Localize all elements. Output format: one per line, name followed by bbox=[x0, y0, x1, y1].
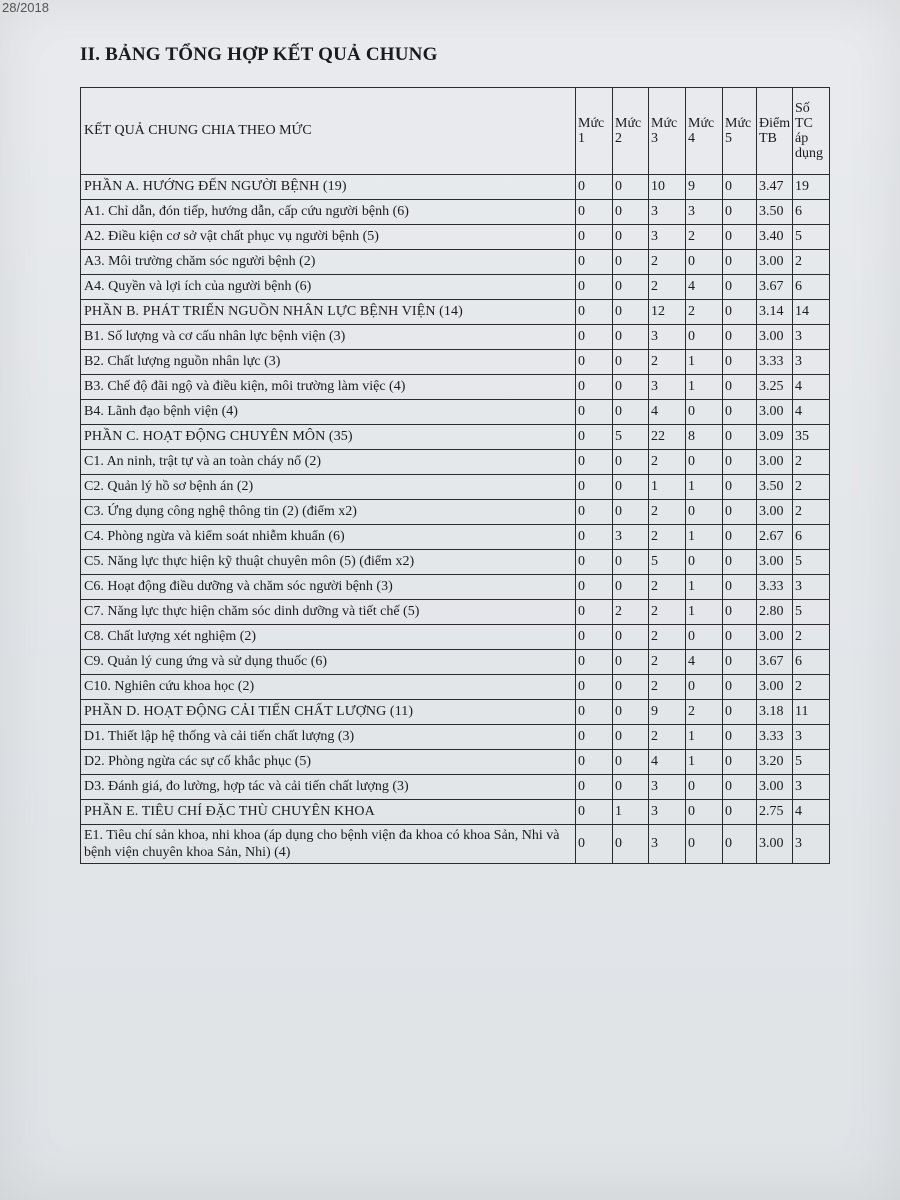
table-row bbox=[81, 525, 830, 550]
value-cell: 0 bbox=[613, 625, 649, 650]
value-cell: 3.50 bbox=[757, 200, 793, 225]
value-cell: 3.47 bbox=[757, 175, 793, 200]
value-cell: 0 bbox=[723, 325, 757, 350]
value-cell: 0 bbox=[613, 475, 649, 500]
value-cell: 0 bbox=[723, 225, 757, 250]
value-cell: 10 bbox=[649, 175, 686, 200]
value-cell: 0 bbox=[613, 700, 649, 725]
criterion-label: B2. Chất lượng nguồn nhân lực (3) bbox=[81, 350, 576, 375]
value-cell: 0 bbox=[723, 250, 757, 275]
value-cell: 0 bbox=[613, 750, 649, 775]
section-row bbox=[81, 425, 830, 450]
value-cell: 6 bbox=[793, 200, 830, 225]
criterion-label: C7. Năng lực thực hiện chăm sóc dinh dưỡng và tiết chế (5) bbox=[81, 600, 576, 625]
criterion-label: C5. Năng lực thực hiện kỹ thuật chuyên môn (5) (điểm x2) bbox=[81, 550, 576, 575]
table-row bbox=[81, 625, 830, 650]
value-cell: 3.00 bbox=[757, 400, 793, 425]
value-cell: 0 bbox=[686, 250, 723, 275]
section-label: PHẦN C. HOẠT ĐỘNG CHUYÊN MÔN (35) bbox=[81, 425, 576, 450]
value-cell: 3.18 bbox=[757, 700, 793, 725]
value-cell: 0 bbox=[576, 250, 613, 275]
value-cell: 0 bbox=[613, 325, 649, 350]
value-cell: 0 bbox=[613, 350, 649, 375]
value-cell: 3 bbox=[793, 725, 830, 750]
column-header: Số TC áp dụng bbox=[793, 88, 830, 175]
section-row bbox=[81, 175, 830, 200]
value-cell: 0 bbox=[686, 325, 723, 350]
value-cell: 3 bbox=[649, 325, 686, 350]
value-cell: 2 bbox=[649, 575, 686, 600]
criterion-label: A4. Quyền và lợi ích của người bệnh (6) bbox=[81, 275, 576, 300]
column-header: Mức 3 bbox=[649, 88, 686, 175]
value-cell: 2 bbox=[649, 675, 686, 700]
value-cell: 4 bbox=[793, 375, 830, 400]
value-cell: 14 bbox=[793, 300, 830, 325]
value-cell: 1 bbox=[649, 475, 686, 500]
value-cell: 3 bbox=[793, 350, 830, 375]
value-cell: 2 bbox=[793, 625, 830, 650]
value-cell: 3.33 bbox=[757, 350, 793, 375]
value-cell: 0 bbox=[723, 575, 757, 600]
table-row bbox=[81, 725, 830, 750]
value-cell: 0 bbox=[723, 750, 757, 775]
table-row bbox=[81, 275, 830, 300]
value-cell: 0 bbox=[576, 425, 613, 450]
value-cell: 3.40 bbox=[757, 225, 793, 250]
value-cell: 0 bbox=[686, 500, 723, 525]
value-cell: 0 bbox=[723, 775, 757, 800]
value-cell: 3.00 bbox=[757, 625, 793, 650]
value-cell: 2 bbox=[649, 725, 686, 750]
table-row bbox=[81, 325, 830, 350]
value-cell: 0 bbox=[613, 225, 649, 250]
value-cell: 2 bbox=[649, 600, 686, 625]
value-cell: 0 bbox=[723, 800, 757, 825]
value-cell: 0 bbox=[613, 250, 649, 275]
value-cell: 0 bbox=[576, 700, 613, 725]
value-cell: 0 bbox=[723, 175, 757, 200]
value-cell: 0 bbox=[576, 275, 613, 300]
value-cell: 3.33 bbox=[757, 725, 793, 750]
table-row bbox=[81, 575, 830, 600]
criterion-label: A1. Chỉ dẫn, đón tiếp, hướng dẫn, cấp cứu người bệnh (6) bbox=[81, 200, 576, 225]
section-row bbox=[81, 700, 830, 725]
value-cell: 0 bbox=[613, 450, 649, 475]
value-cell: 0 bbox=[613, 725, 649, 750]
value-cell: 0 bbox=[576, 325, 613, 350]
value-cell: 0 bbox=[723, 300, 757, 325]
value-cell: 0 bbox=[613, 300, 649, 325]
value-cell: 12 bbox=[649, 300, 686, 325]
value-cell: 0 bbox=[723, 625, 757, 650]
value-cell: 3.09 bbox=[757, 425, 793, 450]
value-cell: 3.00 bbox=[757, 450, 793, 475]
value-cell: 3.00 bbox=[757, 675, 793, 700]
value-cell: 5 bbox=[793, 750, 830, 775]
value-cell: 0 bbox=[686, 400, 723, 425]
value-cell: 1 bbox=[686, 350, 723, 375]
value-cell: 0 bbox=[723, 675, 757, 700]
value-cell: 0 bbox=[723, 500, 757, 525]
value-cell: 3.00 bbox=[757, 825, 793, 864]
results-table bbox=[80, 87, 830, 864]
value-cell: 3.00 bbox=[757, 500, 793, 525]
value-cell: 1 bbox=[686, 575, 723, 600]
value-cell: 0 bbox=[723, 350, 757, 375]
value-cell: 2 bbox=[649, 650, 686, 675]
value-cell: 0 bbox=[723, 475, 757, 500]
criterion-label: B1. Số lượng và cơ cấu nhân lực bệnh viện (3) bbox=[81, 325, 576, 350]
criterion-label: A3. Môi trường chăm sóc người bệnh (2) bbox=[81, 250, 576, 275]
value-cell: 0 bbox=[576, 225, 613, 250]
value-cell: 3.67 bbox=[757, 650, 793, 675]
table-row bbox=[81, 600, 830, 625]
value-cell: 0 bbox=[576, 600, 613, 625]
value-cell: 0 bbox=[576, 725, 613, 750]
value-cell: 0 bbox=[686, 675, 723, 700]
value-cell: 0 bbox=[686, 625, 723, 650]
value-cell: 3 bbox=[793, 575, 830, 600]
value-cell: 2 bbox=[649, 250, 686, 275]
value-cell: 0 bbox=[576, 825, 613, 864]
table-row bbox=[81, 750, 830, 775]
criterion-label: B4. Lãnh đạo bệnh viện (4) bbox=[81, 400, 576, 425]
value-cell: 5 bbox=[793, 225, 830, 250]
value-cell: 3.00 bbox=[757, 325, 793, 350]
value-cell: 3.25 bbox=[757, 375, 793, 400]
table-row bbox=[81, 775, 830, 800]
value-cell: 2 bbox=[649, 275, 686, 300]
value-cell: 0 bbox=[723, 600, 757, 625]
value-cell: 0 bbox=[723, 650, 757, 675]
value-cell: 1 bbox=[686, 750, 723, 775]
value-cell: 0 bbox=[723, 525, 757, 550]
criterion-label: C4. Phòng ngừa và kiểm soát nhiễm khuẩn (6) bbox=[81, 525, 576, 550]
page-title: II. BẢNG TỔNG HỢP KẾT QUẢ CHUNG bbox=[80, 44, 438, 65]
value-cell: 0 bbox=[686, 775, 723, 800]
table-row bbox=[81, 475, 830, 500]
value-cell: 2 bbox=[793, 450, 830, 475]
column-header: Mức 1 bbox=[576, 88, 613, 175]
value-cell: 1 bbox=[686, 600, 723, 625]
table-row bbox=[81, 450, 830, 475]
value-cell: 0 bbox=[613, 275, 649, 300]
table-row bbox=[81, 350, 830, 375]
value-cell: 3 bbox=[649, 800, 686, 825]
value-cell: 2 bbox=[649, 350, 686, 375]
value-cell: 0 bbox=[613, 775, 649, 800]
value-cell: 5 bbox=[793, 550, 830, 575]
value-cell: 2.75 bbox=[757, 800, 793, 825]
criterion-label: D1. Thiết lập hệ thống và cải tiến chất lượng (3) bbox=[81, 725, 576, 750]
value-cell: 3 bbox=[649, 225, 686, 250]
value-cell: 0 bbox=[576, 350, 613, 375]
value-cell: 4 bbox=[649, 750, 686, 775]
value-cell: 2 bbox=[649, 525, 686, 550]
header-label: KẾT QUẢ CHUNG CHIA THEO MỨC bbox=[81, 88, 576, 175]
value-cell: 0 bbox=[613, 200, 649, 225]
value-cell: 2 bbox=[686, 700, 723, 725]
column-header: Mức 5 bbox=[723, 88, 757, 175]
value-cell: 0 bbox=[613, 400, 649, 425]
value-cell: 0 bbox=[723, 550, 757, 575]
value-cell: 3 bbox=[649, 375, 686, 400]
value-cell: 0 bbox=[576, 300, 613, 325]
table-body bbox=[81, 175, 830, 864]
value-cell: 0 bbox=[576, 525, 613, 550]
value-cell: 0 bbox=[613, 825, 649, 864]
value-cell: 3.00 bbox=[757, 775, 793, 800]
value-cell: 0 bbox=[576, 775, 613, 800]
value-cell: 0 bbox=[576, 200, 613, 225]
value-cell: 2.80 bbox=[757, 600, 793, 625]
value-cell: 11 bbox=[793, 700, 830, 725]
criterion-label: C8. Chất lượng xét nghiệm (2) bbox=[81, 625, 576, 650]
table-header-row bbox=[81, 88, 830, 175]
table-row bbox=[81, 650, 830, 675]
criterion-label: C9. Quản lý cung ứng và sử dụng thuốc (6) bbox=[81, 650, 576, 675]
value-cell: 1 bbox=[686, 725, 723, 750]
value-cell: 2 bbox=[613, 600, 649, 625]
table-row bbox=[81, 250, 830, 275]
value-cell: 0 bbox=[723, 200, 757, 225]
value-cell: 2 bbox=[686, 225, 723, 250]
value-cell: 2 bbox=[793, 250, 830, 275]
value-cell: 3.50 bbox=[757, 475, 793, 500]
value-cell: 8 bbox=[686, 425, 723, 450]
value-cell: 0 bbox=[576, 625, 613, 650]
value-cell: 35 bbox=[793, 425, 830, 450]
value-cell: 5 bbox=[649, 550, 686, 575]
table-row bbox=[81, 500, 830, 525]
value-cell: 6 bbox=[793, 275, 830, 300]
criterion-label: C3. Ứng dụng công nghệ thông tin (2) (điểm x2) bbox=[81, 500, 576, 525]
criterion-label: B3. Chế độ đãi ngộ và điều kiện, môi trường làm việc (4) bbox=[81, 375, 576, 400]
section-label: PHẦN B. PHÁT TRIỂN NGUỒN NHÂN LỰC BỆNH VIỆN (14) bbox=[81, 300, 576, 325]
value-cell: 2 bbox=[649, 500, 686, 525]
value-cell: 0 bbox=[723, 450, 757, 475]
value-cell: 4 bbox=[686, 650, 723, 675]
value-cell: 0 bbox=[576, 675, 613, 700]
table-row bbox=[81, 825, 830, 864]
criterion-label: E1. Tiêu chí sản khoa, nhi khoa (áp dụng cho bệnh viện đa khoa có khoa Sản, Nhi và bệnh viện chuyên khoa Sản, Nhi) (4) bbox=[81, 825, 576, 864]
value-cell: 1 bbox=[686, 525, 723, 550]
value-cell: 6 bbox=[793, 650, 830, 675]
value-cell: 0 bbox=[723, 400, 757, 425]
value-cell: 5 bbox=[613, 425, 649, 450]
date-stamp: 28/2018 bbox=[2, 0, 49, 15]
value-cell: 0 bbox=[576, 175, 613, 200]
value-cell: 0 bbox=[613, 675, 649, 700]
criterion-label: A2. Điều kiện cơ sở vật chất phục vụ người bệnh (5) bbox=[81, 225, 576, 250]
value-cell: 3.33 bbox=[757, 575, 793, 600]
section-label: PHẦN A. HƯỚNG ĐẾN NGƯỜI BỆNH (19) bbox=[81, 175, 576, 200]
value-cell: 4 bbox=[793, 800, 830, 825]
value-cell: 0 bbox=[613, 575, 649, 600]
value-cell: 0 bbox=[576, 400, 613, 425]
value-cell: 0 bbox=[686, 450, 723, 475]
value-cell: 0 bbox=[613, 375, 649, 400]
value-cell: 2 bbox=[649, 450, 686, 475]
value-cell: 0 bbox=[723, 375, 757, 400]
value-cell: 2 bbox=[793, 500, 830, 525]
value-cell: 0 bbox=[723, 275, 757, 300]
value-cell: 2 bbox=[793, 475, 830, 500]
section-label: PHẦN E. TIÊU CHÍ ĐẶC THÙ CHUYÊN KHOA bbox=[81, 800, 576, 825]
value-cell: 3 bbox=[613, 525, 649, 550]
value-cell: 3 bbox=[649, 200, 686, 225]
value-cell: 9 bbox=[686, 175, 723, 200]
value-cell: 1 bbox=[613, 800, 649, 825]
value-cell: 0 bbox=[686, 825, 723, 864]
column-header: Mức 2 bbox=[613, 88, 649, 175]
criterion-label: C10. Nghiên cứu khoa học (2) bbox=[81, 675, 576, 700]
value-cell: 3 bbox=[649, 825, 686, 864]
value-cell: 3.00 bbox=[757, 250, 793, 275]
value-cell: 3.00 bbox=[757, 550, 793, 575]
table-row bbox=[81, 225, 830, 250]
value-cell: 0 bbox=[576, 375, 613, 400]
table-row bbox=[81, 675, 830, 700]
column-header: Điểm TB bbox=[757, 88, 793, 175]
value-cell: 2.67 bbox=[757, 525, 793, 550]
value-cell: 3 bbox=[686, 200, 723, 225]
value-cell: 4 bbox=[793, 400, 830, 425]
value-cell: 9 bbox=[649, 700, 686, 725]
section-row bbox=[81, 800, 830, 825]
value-cell: 0 bbox=[576, 750, 613, 775]
value-cell: 1 bbox=[686, 375, 723, 400]
value-cell: 3.14 bbox=[757, 300, 793, 325]
table-row bbox=[81, 200, 830, 225]
column-header: Mức 4 bbox=[686, 88, 723, 175]
value-cell: 0 bbox=[723, 825, 757, 864]
value-cell: 0 bbox=[723, 425, 757, 450]
value-cell: 0 bbox=[686, 800, 723, 825]
value-cell: 3 bbox=[793, 825, 830, 864]
value-cell: 3 bbox=[793, 775, 830, 800]
table-row bbox=[81, 550, 830, 575]
value-cell: 0 bbox=[613, 175, 649, 200]
value-cell: 2 bbox=[793, 675, 830, 700]
criterion-label: C6. Hoạt động điều dưỡng và chăm sóc người bệnh (3) bbox=[81, 575, 576, 600]
value-cell: 3 bbox=[649, 775, 686, 800]
value-cell: 4 bbox=[686, 275, 723, 300]
value-cell: 1 bbox=[686, 475, 723, 500]
value-cell: 4 bbox=[649, 400, 686, 425]
value-cell: 22 bbox=[649, 425, 686, 450]
value-cell: 0 bbox=[576, 550, 613, 575]
value-cell: 0 bbox=[576, 500, 613, 525]
value-cell: 6 bbox=[793, 525, 830, 550]
section-row bbox=[81, 300, 830, 325]
value-cell: 5 bbox=[793, 600, 830, 625]
value-cell: 0 bbox=[576, 450, 613, 475]
value-cell: 0 bbox=[576, 575, 613, 600]
value-cell: 0 bbox=[613, 550, 649, 575]
value-cell: 0 bbox=[576, 800, 613, 825]
table-row bbox=[81, 375, 830, 400]
value-cell: 0 bbox=[576, 650, 613, 675]
criterion-label: C1. An ninh, trật tự và an toàn cháy nổ (2) bbox=[81, 450, 576, 475]
value-cell: 0 bbox=[723, 700, 757, 725]
value-cell: 3.20 bbox=[757, 750, 793, 775]
value-cell: 3.67 bbox=[757, 275, 793, 300]
criterion-label: D3. Đánh giá, đo lường, hợp tác và cải tiến chất lượng (3) bbox=[81, 775, 576, 800]
section-label: PHẦN D. HOẠT ĐỘNG CẢI TIẾN CHẤT LƯỢNG (11) bbox=[81, 700, 576, 725]
criterion-label: D2. Phòng ngừa các sự cố khắc phục (5) bbox=[81, 750, 576, 775]
criterion-label: C2. Quản lý hồ sơ bệnh án (2) bbox=[81, 475, 576, 500]
value-cell: 19 bbox=[793, 175, 830, 200]
value-cell: 0 bbox=[613, 650, 649, 675]
table-row bbox=[81, 400, 830, 425]
value-cell: 3 bbox=[793, 325, 830, 350]
value-cell: 0 bbox=[576, 475, 613, 500]
value-cell: 2 bbox=[686, 300, 723, 325]
value-cell: 0 bbox=[723, 725, 757, 750]
value-cell: 0 bbox=[613, 500, 649, 525]
value-cell: 2 bbox=[649, 625, 686, 650]
value-cell: 0 bbox=[686, 550, 723, 575]
